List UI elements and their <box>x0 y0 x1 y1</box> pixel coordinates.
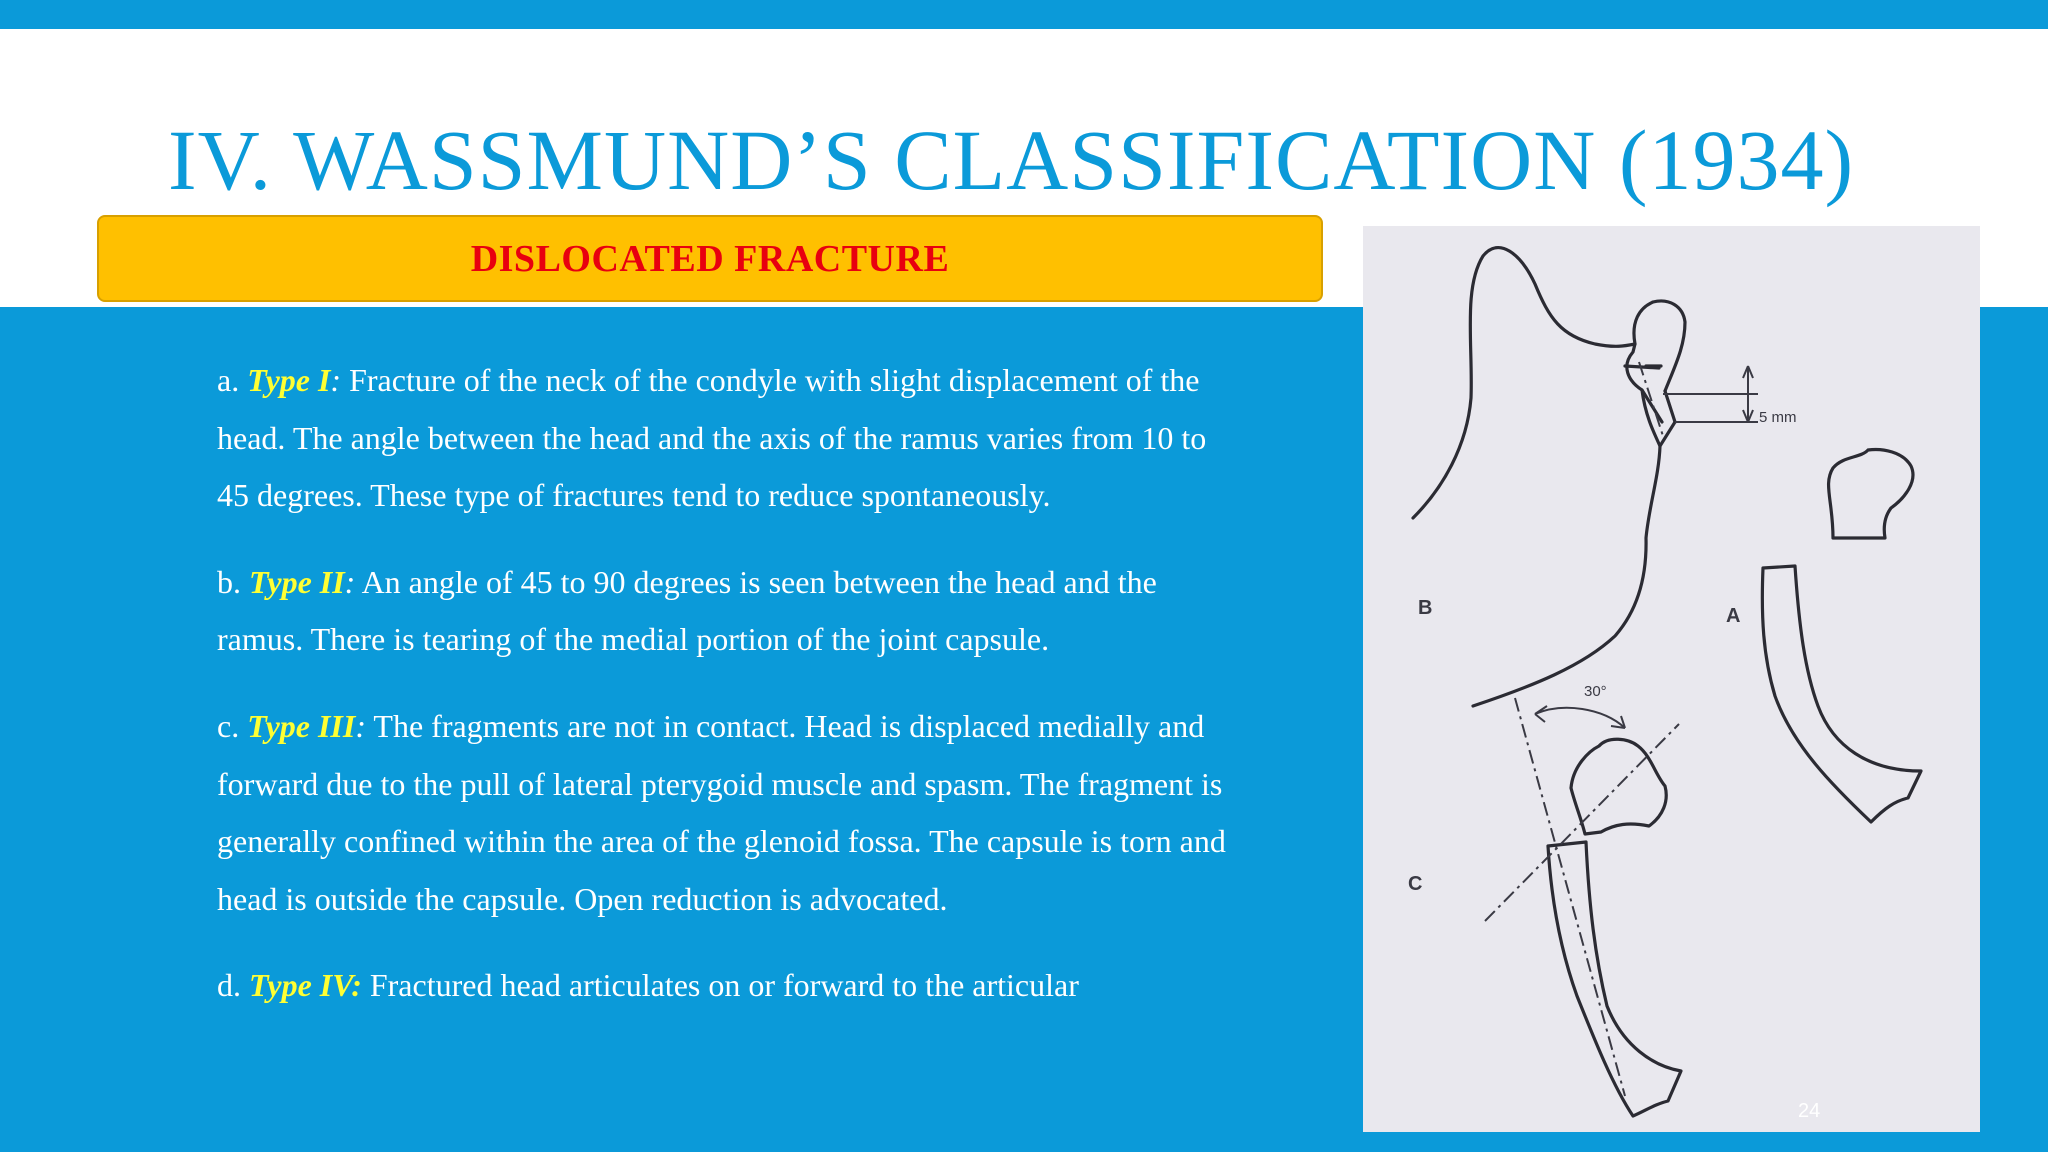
item-prefix: d. <box>217 967 249 1004</box>
outline-a-head <box>1829 450 1913 538</box>
type-name: Type IV: <box>249 967 362 1004</box>
outline-b-mandible <box>1413 248 1660 706</box>
outline-b-condyle-head <box>1634 301 1685 391</box>
outline-a-ramus <box>1762 566 1921 822</box>
axis-line-condyle <box>1485 724 1679 921</box>
diagram-label-c: C <box>1408 873 1423 895</box>
type-colon: : <box>344 563 356 600</box>
type-name: Type II <box>249 563 345 600</box>
angle-arc <box>1535 708 1625 728</box>
list-item <box>217 554 1237 669</box>
outline-c-ramus <box>1548 842 1681 1116</box>
type-name: Type I <box>247 362 331 398</box>
item-prefix: a. <box>217 362 248 398</box>
item-text: An angle of 45 to 90 degrees is seen between the head and the ramus. There is tearing of the medial portion of the joint capsule. <box>217 563 1157 658</box>
diagram-label-a: A <box>1726 605 1741 627</box>
item-prefix: b. <box>217 563 249 600</box>
axis-line-ramus <box>1515 698 1625 1096</box>
outline-b-fracture-lines <box>1625 366 1675 446</box>
section-banner <box>97 215 1323 302</box>
list-item <box>217 698 1237 928</box>
condyle-fracture-diagram <box>1363 226 1980 1132</box>
item-text: Fractured head articulates on or forward to the articular <box>361 967 1079 1004</box>
item-text: Fracture of the neck of the condyle with slight displacement of the head. The angle between the head and the axis of the ramus varies from 10 to 45 degrees. These type of fractures tend to reduce spontaneously. <box>217 362 1207 514</box>
list-item <box>217 957 1237 1015</box>
item-prefix: c. <box>217 707 248 744</box>
top-accent-stripe <box>0 0 2048 29</box>
angle-label: 30° <box>1584 683 1607 700</box>
measure-label: 5 mm <box>1759 409 1797 426</box>
diagram-label-b: B <box>1418 597 1433 619</box>
type-colon: : <box>330 362 342 398</box>
classification-list <box>217 352 1237 1044</box>
type-name: Type III <box>247 707 356 744</box>
slide-title: IV. WASSMUND’S CLASSIFICATION (1934) <box>168 112 1855 208</box>
list-item <box>217 352 1237 525</box>
slide-number: 24 <box>1798 1100 1821 1122</box>
banner-label: DISLOCATED FRACTURE <box>470 237 950 280</box>
type-colon: : <box>355 707 366 744</box>
item-text: The fragments are not in contact. Head is displaced medially and forward due to the pull of lateral pterygoid muscle and spasm. The fragment is generally confined within the area of the glenoid fossa. The capsule is torn and head is outside the capsule. Open reduction is advocated. <box>217 707 1226 917</box>
